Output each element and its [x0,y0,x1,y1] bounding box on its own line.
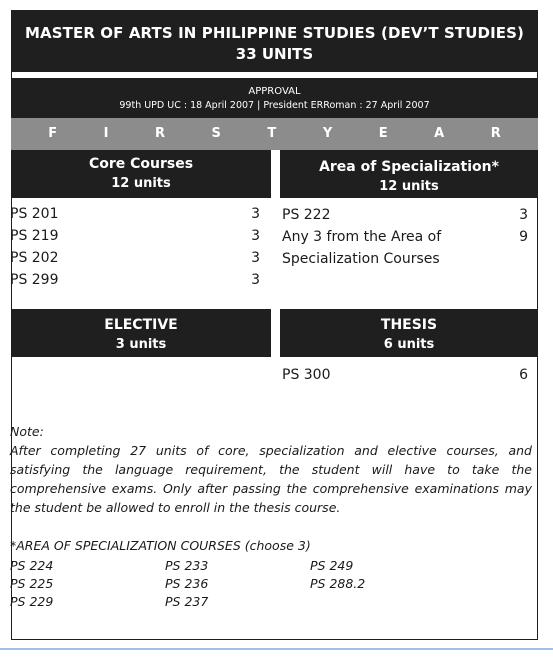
approval-band [11,78,538,118]
specialization-row [282,207,528,229]
core-course-row [10,228,260,250]
course-code: Specialization Courses [282,251,440,267]
specialization-row [282,251,528,273]
program-title-band [11,11,538,72]
course-code: PS 300 [282,367,331,383]
list-item: PS 237 [165,594,209,609]
approval-label: APPROVAL [248,86,301,97]
list-item: PS 225 [10,576,54,591]
core-courses-title: Core Courses [88,156,194,172]
specialization-title: Area of Specialization* [319,159,499,175]
course-units: 3 [251,250,260,266]
course-units: 6 [519,367,528,383]
specialization-header [280,150,538,198]
course-code: PS 222 [282,207,331,223]
course-code: PS 202 [10,250,59,266]
core-courses-header [11,150,271,198]
list-item: PS 288.2 [310,576,366,591]
core-courses-units: 12 units [111,176,171,191]
core-course-row [10,250,260,272]
core-course-row [10,272,260,294]
specialization-units: 12 units [379,179,439,194]
course-code: PS 201 [10,206,59,222]
list-item: PS 233 [165,558,209,573]
elective-header [11,309,271,357]
elective-title: ELECTIVE [104,317,178,333]
course-code: Any 3 from the Area of [282,229,442,245]
list-item: PS 236 [165,576,209,591]
elective-units: 3 units [115,337,167,352]
list-item: PS 249 [310,558,354,573]
thesis-title: THESIS [380,317,438,333]
year-label: F I R S T Y E A R [48,126,522,141]
thesis-header [280,309,538,357]
note-label: Note: [10,424,44,439]
year-band [11,118,538,150]
core-course-row [10,206,260,228]
thesis-units: 6 units [383,337,435,352]
specialization-list-title: *AREA OF SPECIALIZATION COURSES (choose 3) [10,538,311,553]
course-units: 3 [251,228,260,244]
thesis-row [282,367,528,389]
course-code: PS 219 [10,228,59,244]
course-column [10,557,53,611]
course-units: 3 [251,206,260,222]
program-title: MASTER OF ARTS IN PHILIPPINE STUDIES (DEV’T STUDIES) [25,24,524,42]
course-column [310,557,365,593]
program-total-units: 33 UNITS [235,45,314,63]
list-item: PS 224 [10,558,54,573]
approval-detail: 99th UPD UC : 18 April 2007 | President ERRoman : 27 April 2007 [119,100,430,111]
note-body: After completing 27 units of core, specialization and elective courses, and satisfying the language requirement, the student will have to take the comprehensive exams. Only after passing the comprehensive examinations may the student be allowed to enroll in the thesis course. [10,443,532,515]
course-code: PS 299 [10,272,59,288]
list-item: PS 229 [10,594,54,609]
course-units: 3 [519,207,528,223]
page-divider [0,648,553,650]
course-units: 3 [251,272,260,288]
note-block [10,422,532,517]
course-units: 9 [519,229,528,245]
specialization-row [282,229,528,251]
course-column [165,557,208,611]
